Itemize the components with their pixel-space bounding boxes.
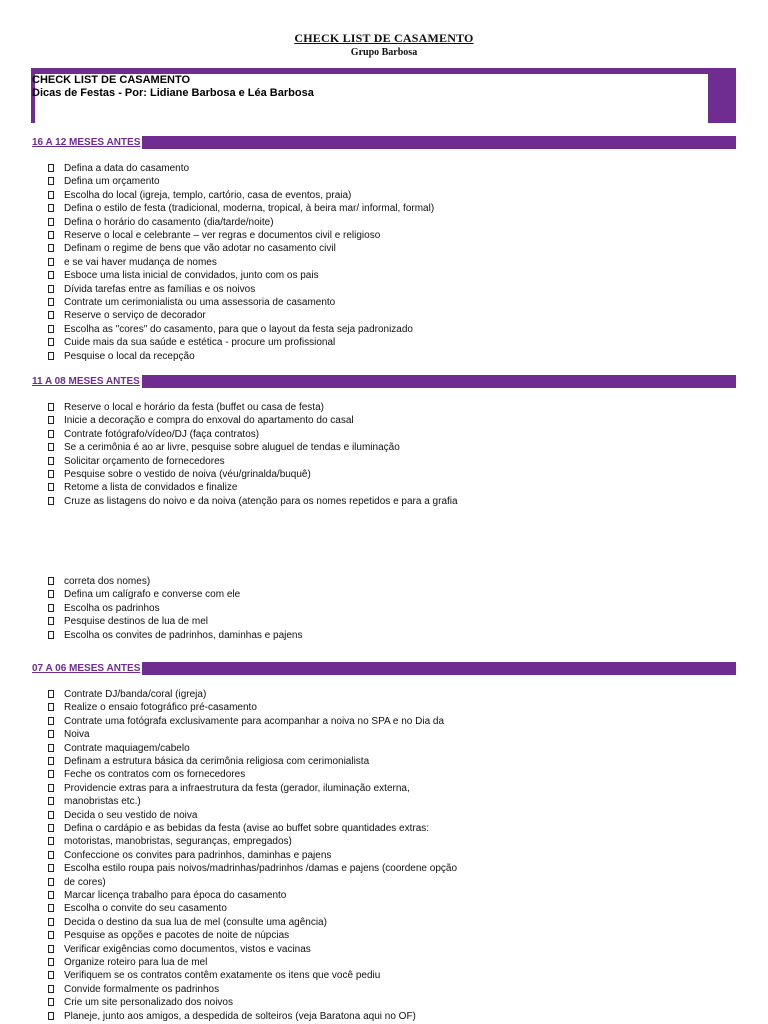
- checklist-item: [48, 688, 206, 701]
- checkbox[interactable]: [48, 483, 54, 491]
- checklist-item-text: Realize o ensaio fotográfico pré-casamento: [64, 702, 257, 714]
- checkbox[interactable]: [48, 416, 54, 424]
- checklist-item: [48, 782, 410, 795]
- checkbox[interactable]: [48, 470, 54, 478]
- checkbox[interactable]: [48, 338, 54, 346]
- checklist-item: [48, 996, 233, 1009]
- checkbox[interactable]: [48, 730, 54, 738]
- checklist-item: [48, 943, 311, 956]
- checkbox[interactable]: [48, 945, 54, 953]
- checkbox[interactable]: [48, 744, 54, 752]
- checklist-item: [48, 414, 354, 427]
- checklist-item: [48, 835, 292, 848]
- checklist-item-text: Noiva: [64, 729, 90, 741]
- checklist-item: [48, 309, 206, 322]
- checkbox[interactable]: [48, 352, 54, 360]
- checkbox[interactable]: [48, 311, 54, 319]
- checkbox[interactable]: [48, 457, 54, 465]
- checklist-item: [48, 615, 208, 628]
- checkbox[interactable]: [48, 271, 54, 279]
- checklist-item: [48, 495, 458, 508]
- checkbox[interactable]: [48, 244, 54, 252]
- checklist-item: [48, 428, 259, 441]
- checkbox[interactable]: [48, 971, 54, 979]
- checklist-item-text: Escolha o convite do seu casamento: [64, 903, 227, 915]
- checklist-item-text: Verifiquem se os contratos contêm exatamente os itens que você pediu: [64, 970, 381, 982]
- checklist-item: [48, 755, 369, 768]
- checkbox[interactable]: [48, 703, 54, 711]
- checklist-item: [48, 468, 311, 481]
- checklist-item-text: Defina o horário do casamento (dia/tarde/noite): [64, 216, 274, 228]
- checklist-item: [48, 296, 335, 309]
- checklist-item-text: de cores): [64, 876, 106, 888]
- checklist-item: [48, 336, 335, 349]
- checklist-item-text: Retome a lista de convidados e finalize: [64, 482, 238, 494]
- header-title: CHECK LIST DE CASAMENTO: [32, 74, 191, 86]
- checklist-item-text: Definam a estrutura básica da cerimônia religiosa com cerimonialista: [64, 756, 370, 767]
- checkbox[interactable]: [48, 878, 54, 886]
- checklist-item: [48, 983, 219, 996]
- checklist-item: [48, 256, 217, 269]
- checklist-item-text: Escolha os padrinhos: [64, 602, 160, 614]
- checklist-item-text: Esboce uma lista inicial de convidados, junto com os pais: [64, 270, 319, 282]
- checklist-item-text: Contrate DJ/banda/coral (igreja): [64, 689, 207, 700]
- checklist-item-text: Crie um site personalizado dos noivos: [64, 997, 233, 1009]
- checkbox[interactable]: [48, 430, 54, 438]
- checklist-item: [48, 876, 106, 889]
- checklist-item-text: Se a cerimônia é ao ar livre, pesquise sobre aluguel de tendas e iluminação: [64, 442, 400, 454]
- checklist-item-text: Defina a data do casamento: [64, 163, 190, 174]
- checklist-item: [48, 809, 197, 822]
- checkbox[interactable]: [48, 931, 54, 939]
- checklist-item-text: Escolha do local (igreja, templo, cartório, casa de eventos, praia): [64, 189, 352, 201]
- checkbox[interactable]: [48, 851, 54, 859]
- checkbox[interactable]: [48, 191, 54, 199]
- checklist-item: [48, 768, 245, 781]
- header-credits: Dicas de Festas - Por: Lidiane Barbosa e Léa Barbosa: [32, 87, 314, 99]
- checkbox[interactable]: [48, 164, 54, 172]
- checklist-item-text: Defina um orçamento: [64, 176, 160, 188]
- checkbox[interactable]: [48, 958, 54, 966]
- checkbox[interactable]: [48, 617, 54, 625]
- checkbox[interactable]: [48, 231, 54, 239]
- checklist-item-text: Solicitar orçamento de fornecedores: [64, 455, 225, 467]
- checklist-item: [48, 602, 160, 615]
- checkbox[interactable]: [48, 590, 54, 598]
- checklist-item: [48, 229, 380, 242]
- checklist-item-text: Pesquise o local da recepção: [64, 350, 195, 362]
- checkbox[interactable]: [48, 918, 54, 926]
- checkbox[interactable]: [48, 258, 54, 266]
- checklist-item-text: Escolha as "cores" do casamento, para que o layout da festa seja padronizado: [64, 323, 413, 335]
- document-title: CHECK LIST DE CASAMENTO: [294, 31, 474, 45]
- checklist-item-text: Feche os contratos com os fornecedores: [64, 769, 246, 781]
- checklist-item: [48, 575, 150, 588]
- checkbox[interactable]: [48, 837, 54, 845]
- checklist-item-text: Cuide mais da sua saúde e estética - procure um profissional: [64, 337, 336, 349]
- checkbox[interactable]: [48, 577, 54, 585]
- checklist-item: [48, 889, 286, 902]
- checklist-item-text: Convide formalmente os padrinhos: [64, 983, 220, 995]
- checklist-item: [48, 323, 413, 336]
- checkbox[interactable]: [48, 717, 54, 725]
- checkbox[interactable]: [48, 784, 54, 792]
- checklist-item-text: Verificar exigências como documentos, vistos e vacinas: [64, 943, 311, 955]
- checkbox[interactable]: [48, 904, 54, 912]
- checklist-item: [48, 588, 240, 601]
- checklist-item-text: Contrate fotógrafo/vídeo/DJ (faça contratos): [64, 428, 260, 440]
- checkbox[interactable]: [48, 770, 54, 778]
- checklist-item-text: Contrate maquiagem/cabelo: [64, 742, 190, 754]
- header-bar-right: [708, 68, 736, 123]
- checklist-item: [48, 162, 189, 175]
- checkbox[interactable]: [48, 864, 54, 872]
- checklist-item: [48, 350, 195, 363]
- section-header-11-08: [32, 375, 736, 388]
- checklist-item: [48, 728, 90, 741]
- checklist-item: [48, 1010, 416, 1023]
- checkbox[interactable]: [48, 757, 54, 765]
- checkbox[interactable]: [48, 298, 54, 306]
- checkbox[interactable]: [48, 285, 54, 293]
- section-label: 16 A 12 MESES ANTES: [32, 137, 141, 148]
- checklist-item-text: Pesquise destinos de lua de mel: [64, 616, 208, 628]
- section-label: 07 A 06 MESES ANTES: [32, 663, 141, 674]
- checklist-item-text: Pesquise sobre o vestido de noiva (véu/grinalda/buquê): [64, 469, 311, 480]
- checklist-item: [48, 701, 257, 714]
- checklist-item: [48, 629, 302, 642]
- section-header-07-06: [32, 662, 736, 675]
- checklist-item-text: Inicie a decoração e compra do enxoval do apartamento do casal: [64, 415, 354, 427]
- checklist-item-text: correta dos nomes): [64, 576, 151, 587]
- checklist-item-text: motoristas, manobristas, seguranças, empregados): [64, 836, 292, 848]
- checklist-item-text: Decida o destino da sua lua de mel (consulte uma agência): [64, 916, 327, 928]
- document-subtitle: Grupo Barbosa: [350, 47, 418, 58]
- checkbox[interactable]: [48, 690, 54, 698]
- checkbox[interactable]: [48, 631, 54, 639]
- checklist-item-text: Reserve o serviço de decorador: [64, 310, 206, 322]
- checklist-item-text: Reserve o local e celebrante – ver regras e documentos civil e religioso: [64, 230, 381, 241]
- checklist-item-text: Pesquise as opções e pacotes de noite de núpcias: [64, 930, 290, 942]
- checklist-item-text: Decida o seu vestido de noiva: [64, 809, 198, 821]
- checklist-item-text: Defina um calígrafo e converse com ele: [64, 589, 241, 601]
- checklist-item: [48, 455, 225, 468]
- checklist-item: [48, 269, 319, 282]
- checklist-item-text: Planeje, junto aos amigos, a despedida de solteiros (veja Baratona aqui no OF): [64, 1010, 416, 1022]
- checklist-item-text: Contrate um cerimonialista ou uma assessoria de casamento: [64, 297, 336, 308]
- checkbox[interactable]: [48, 443, 54, 451]
- checkbox[interactable]: [48, 985, 54, 993]
- checklist-item: [48, 742, 190, 755]
- checklist-item-text: Organize roteiro para lua de mel: [64, 957, 208, 968]
- checkbox[interactable]: [48, 811, 54, 819]
- checklist-item: [48, 916, 327, 929]
- checklist-item: [48, 202, 434, 215]
- checklist-item-text: manobristas etc.): [64, 796, 141, 808]
- checklist-item-text: Cruze as listagens do noivo e da noiva (atenção para os nomes repetidos e para a grafia: [64, 495, 458, 507]
- checklist-item: [48, 242, 336, 255]
- checklist-item: [48, 715, 444, 728]
- checklist-item: [48, 441, 400, 454]
- checkbox[interactable]: [48, 497, 54, 505]
- checklist-item-text: Reserve o local e horário da festa (buffet ou casa de festa): [64, 402, 324, 413]
- checkbox[interactable]: [48, 797, 54, 805]
- checkbox[interactable]: [48, 1012, 54, 1020]
- checklist-item: [48, 902, 227, 915]
- checkbox[interactable]: [48, 891, 54, 899]
- header-box: [32, 68, 736, 117]
- checkbox[interactable]: [48, 177, 54, 185]
- checklist-item: [48, 822, 429, 835]
- checkbox[interactable]: [48, 403, 54, 411]
- checklist-item: [48, 481, 237, 494]
- checklist-item: [48, 956, 207, 969]
- checklist-item-text: Defina o estilo de festa (tradicional, moderna, tropical, à beira mar/ informal, formal): [64, 203, 435, 215]
- checklist-item-text: Marcar licença trabalho para época do casamento: [64, 890, 287, 901]
- section-label: 11 A 08 MESES ANTES: [32, 376, 140, 387]
- checkbox[interactable]: [48, 604, 54, 612]
- checklist-item: [48, 862, 457, 875]
- section-header-16-12: [32, 136, 736, 149]
- checklist-item: [48, 849, 331, 862]
- checklist-item-text: Contrate uma fotógrafa exclusivamente para acompanhar a noiva no SPA e no Dia da: [64, 715, 445, 727]
- checkbox[interactable]: [48, 218, 54, 226]
- checklist-item-text: Dívida tarefas entre as famílias e os noivos: [64, 283, 256, 295]
- checklist-item: [48, 175, 160, 188]
- checkbox[interactable]: [48, 204, 54, 212]
- checklist-item: [48, 795, 141, 808]
- checklist-item-text: Defina o cardápio e as bebidas da festa (avise ao buffet sobre quantidades extras:: [64, 823, 430, 834]
- checklist-item-text: Definam o regime de bens que vão adotar no casamento civil: [64, 243, 336, 255]
- checklist-item: [48, 283, 255, 296]
- checklist-item-text: Confeccione os convites para padrinhos, daminhas e pajens: [64, 849, 332, 861]
- checklist-item-text: e se vai haver mudança de nomes: [64, 256, 217, 268]
- checklist-item-text: Escolha estilo roupa pais noivos/madrinhas/padrinhos /damas e pajens (coordene opção: [64, 863, 458, 875]
- checklist-item-text: Escolha os convites de padrinhos, daminhas e pajens: [64, 629, 303, 641]
- checklist-item: [48, 216, 274, 229]
- checklist-item: [48, 969, 380, 982]
- checkbox[interactable]: [48, 824, 54, 832]
- checkbox[interactable]: [48, 325, 54, 333]
- checklist-item-text: Providencie extras para a infraestrutura da festa (gerador, iluminação externa,: [64, 782, 410, 794]
- checkbox[interactable]: [48, 998, 54, 1006]
- checklist-item: [48, 401, 324, 414]
- checklist-item: [48, 189, 351, 202]
- checklist-item: [48, 929, 289, 942]
